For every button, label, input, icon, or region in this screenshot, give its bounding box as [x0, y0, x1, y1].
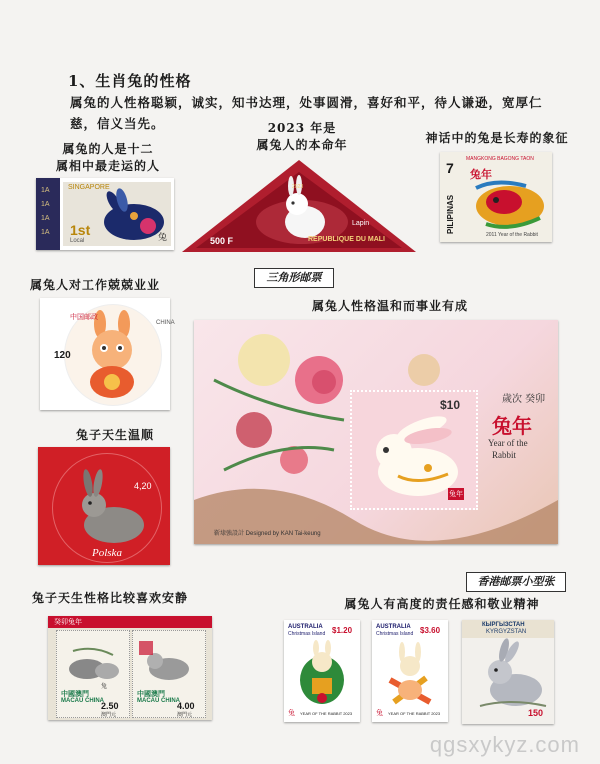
stamp-value: $1.20 [332, 626, 353, 635]
stamp-sub: Christmas Island [288, 631, 326, 637]
section-title: 1、生肖兔的性格 [68, 72, 192, 90]
caption-lucky: 属兔的人是十二 属相中最走运的人 [55, 142, 160, 173]
stamp-name: Lapin [352, 220, 370, 227]
sheet-year-en-1: Year of the [488, 438, 528, 448]
stamp-country: SINGAPORE [68, 184, 110, 191]
caption-year: 2023 年是 属兔人的本命年 [256, 121, 348, 152]
stamp-mali-triangle [180, 158, 418, 254]
stamp-glyph: 兔 [288, 710, 295, 717]
stamp-value-sub: Local [70, 238, 85, 244]
mythic-rabbit-icon [466, 178, 550, 232]
stamp-foot: YEAR OF THE RABBIT 2023 [388, 711, 441, 716]
stamp-side-codes: 1A 1A 1A 1A [41, 187, 50, 236]
stamp-value-left: 2.50 [101, 701, 119, 711]
stamp-foot: YEAR OF THE RABBIT 2023 [300, 711, 353, 716]
caption-quiet: 兔子天生性格比较喜欢安静 [32, 591, 189, 605]
stamp-title: 兔年 [470, 169, 492, 181]
cartoon-rabbit-icon [78, 310, 148, 402]
sheet-designer: 靳埭強設計 Designed by KAN Tai-keung [214, 531, 321, 537]
stamp-value: $3.60 [420, 626, 441, 635]
white-rabbit-icon [275, 178, 335, 240]
rabbit-illustration-icon [380, 640, 440, 708]
stamp-singapore [36, 178, 174, 250]
stamp-value: 500 F [210, 236, 234, 246]
stamp-year: 2023 [292, 184, 304, 190]
hk-stamp [350, 390, 478, 510]
hk-souvenir-sheet [194, 320, 558, 544]
stamp-country: Polska [92, 547, 122, 559]
watermark: qgsxykyz.com [429, 732, 580, 757]
stamp-seal: 兔年 [448, 488, 464, 500]
stamp-country: 中國澳門 [137, 691, 165, 698]
stamp-sub: Christmas Island [376, 631, 414, 637]
rabbit-illustration-icon [292, 640, 352, 708]
sheet-year-en-2: Rabbit [492, 450, 516, 460]
caption-gentle-career: 属兔人性格温和而事业有成 [311, 299, 468, 313]
stamp-philippines [440, 152, 552, 242]
stamp-country-en: CHINA [156, 320, 175, 326]
stamp-country: AUSTRALIA [376, 624, 411, 630]
stamp-kyrgyzstan [462, 620, 554, 724]
stamp-christmas-island-1 [284, 620, 360, 722]
label-triangle-stamp: 三角形邮票 [254, 268, 334, 288]
stamp-foot: 2011 Year of the Rabbit [486, 232, 538, 238]
label-hk-souvenir-sheet: 香港邮票小型张 [466, 572, 566, 592]
stamp-value: $10 [440, 398, 461, 412]
stamp-country: 中國澳門 [61, 691, 89, 698]
stamp-china [40, 298, 175, 410]
stamp-country-en: MACAU CHINA [61, 698, 104, 704]
stamp-value: 7 [446, 160, 454, 176]
stamp-currency-right: 澳門元 [177, 712, 193, 718]
macao-stamp-right [132, 630, 206, 718]
caption-responsibility: 属兔人有高度的责任感和敬业精神 [344, 597, 540, 611]
sheet-top: 癸卯兔年 [54, 619, 82, 626]
stamp-country: REPUBLIQUE DU MALI [308, 236, 385, 243]
stamp-country: AUSTRALIA [288, 624, 323, 630]
stamp-glyph: 兔 [101, 684, 108, 690]
caption-gentle: 兔子天生温顺 [75, 428, 154, 442]
stamp-sub: KYRGYZSTAN [486, 629, 527, 635]
stamp-value-right: 4.00 [177, 701, 195, 711]
stamp-top-text: MANGKONG BAGONG TAON [466, 156, 534, 162]
stamp-christmas-island-2 [372, 620, 448, 722]
stamp-country: 中国邮政 [70, 314, 98, 321]
ink-rabbits-icon [139, 641, 199, 685]
caption-longevity: 神话中的兔是长寿的象征 [425, 131, 569, 145]
grey-rabbit-icon [470, 640, 550, 712]
stamp-value: 120 [54, 350, 71, 361]
stamp-value: 150 [528, 708, 544, 718]
stamp-country: PILIPINAS [446, 194, 455, 234]
sheet-year-cn: 歲次 癸卯 [502, 394, 546, 405]
stamp-value: 1st [70, 222, 91, 238]
stamp-glyph: 兔 [158, 232, 168, 242]
intro-paragraph: 属兔的人性格聪颖，诚实，知书达理，处事圆滑，喜好和平，待人谦逊，宽厚仁慈，信义当先。 [70, 95, 543, 131]
stamp-country: КЫРГЫЗСТАН [482, 622, 525, 628]
stamp-currency-left: 澳門元 [101, 712, 117, 718]
stamp-macao-pair [48, 616, 212, 720]
stamp-poland [38, 447, 170, 565]
sheet-title: 兔年 [492, 414, 532, 438]
stamp-value: 4,20 [134, 481, 152, 491]
macao-stamp-left [56, 630, 130, 718]
ink-rabbits-icon [63, 641, 123, 685]
caption-work: 属兔人对工作兢兢业业 [30, 278, 161, 292]
stamp-glyph: 兔 [376, 710, 383, 717]
stamp-country-en: MACAU CHINA [137, 698, 180, 704]
